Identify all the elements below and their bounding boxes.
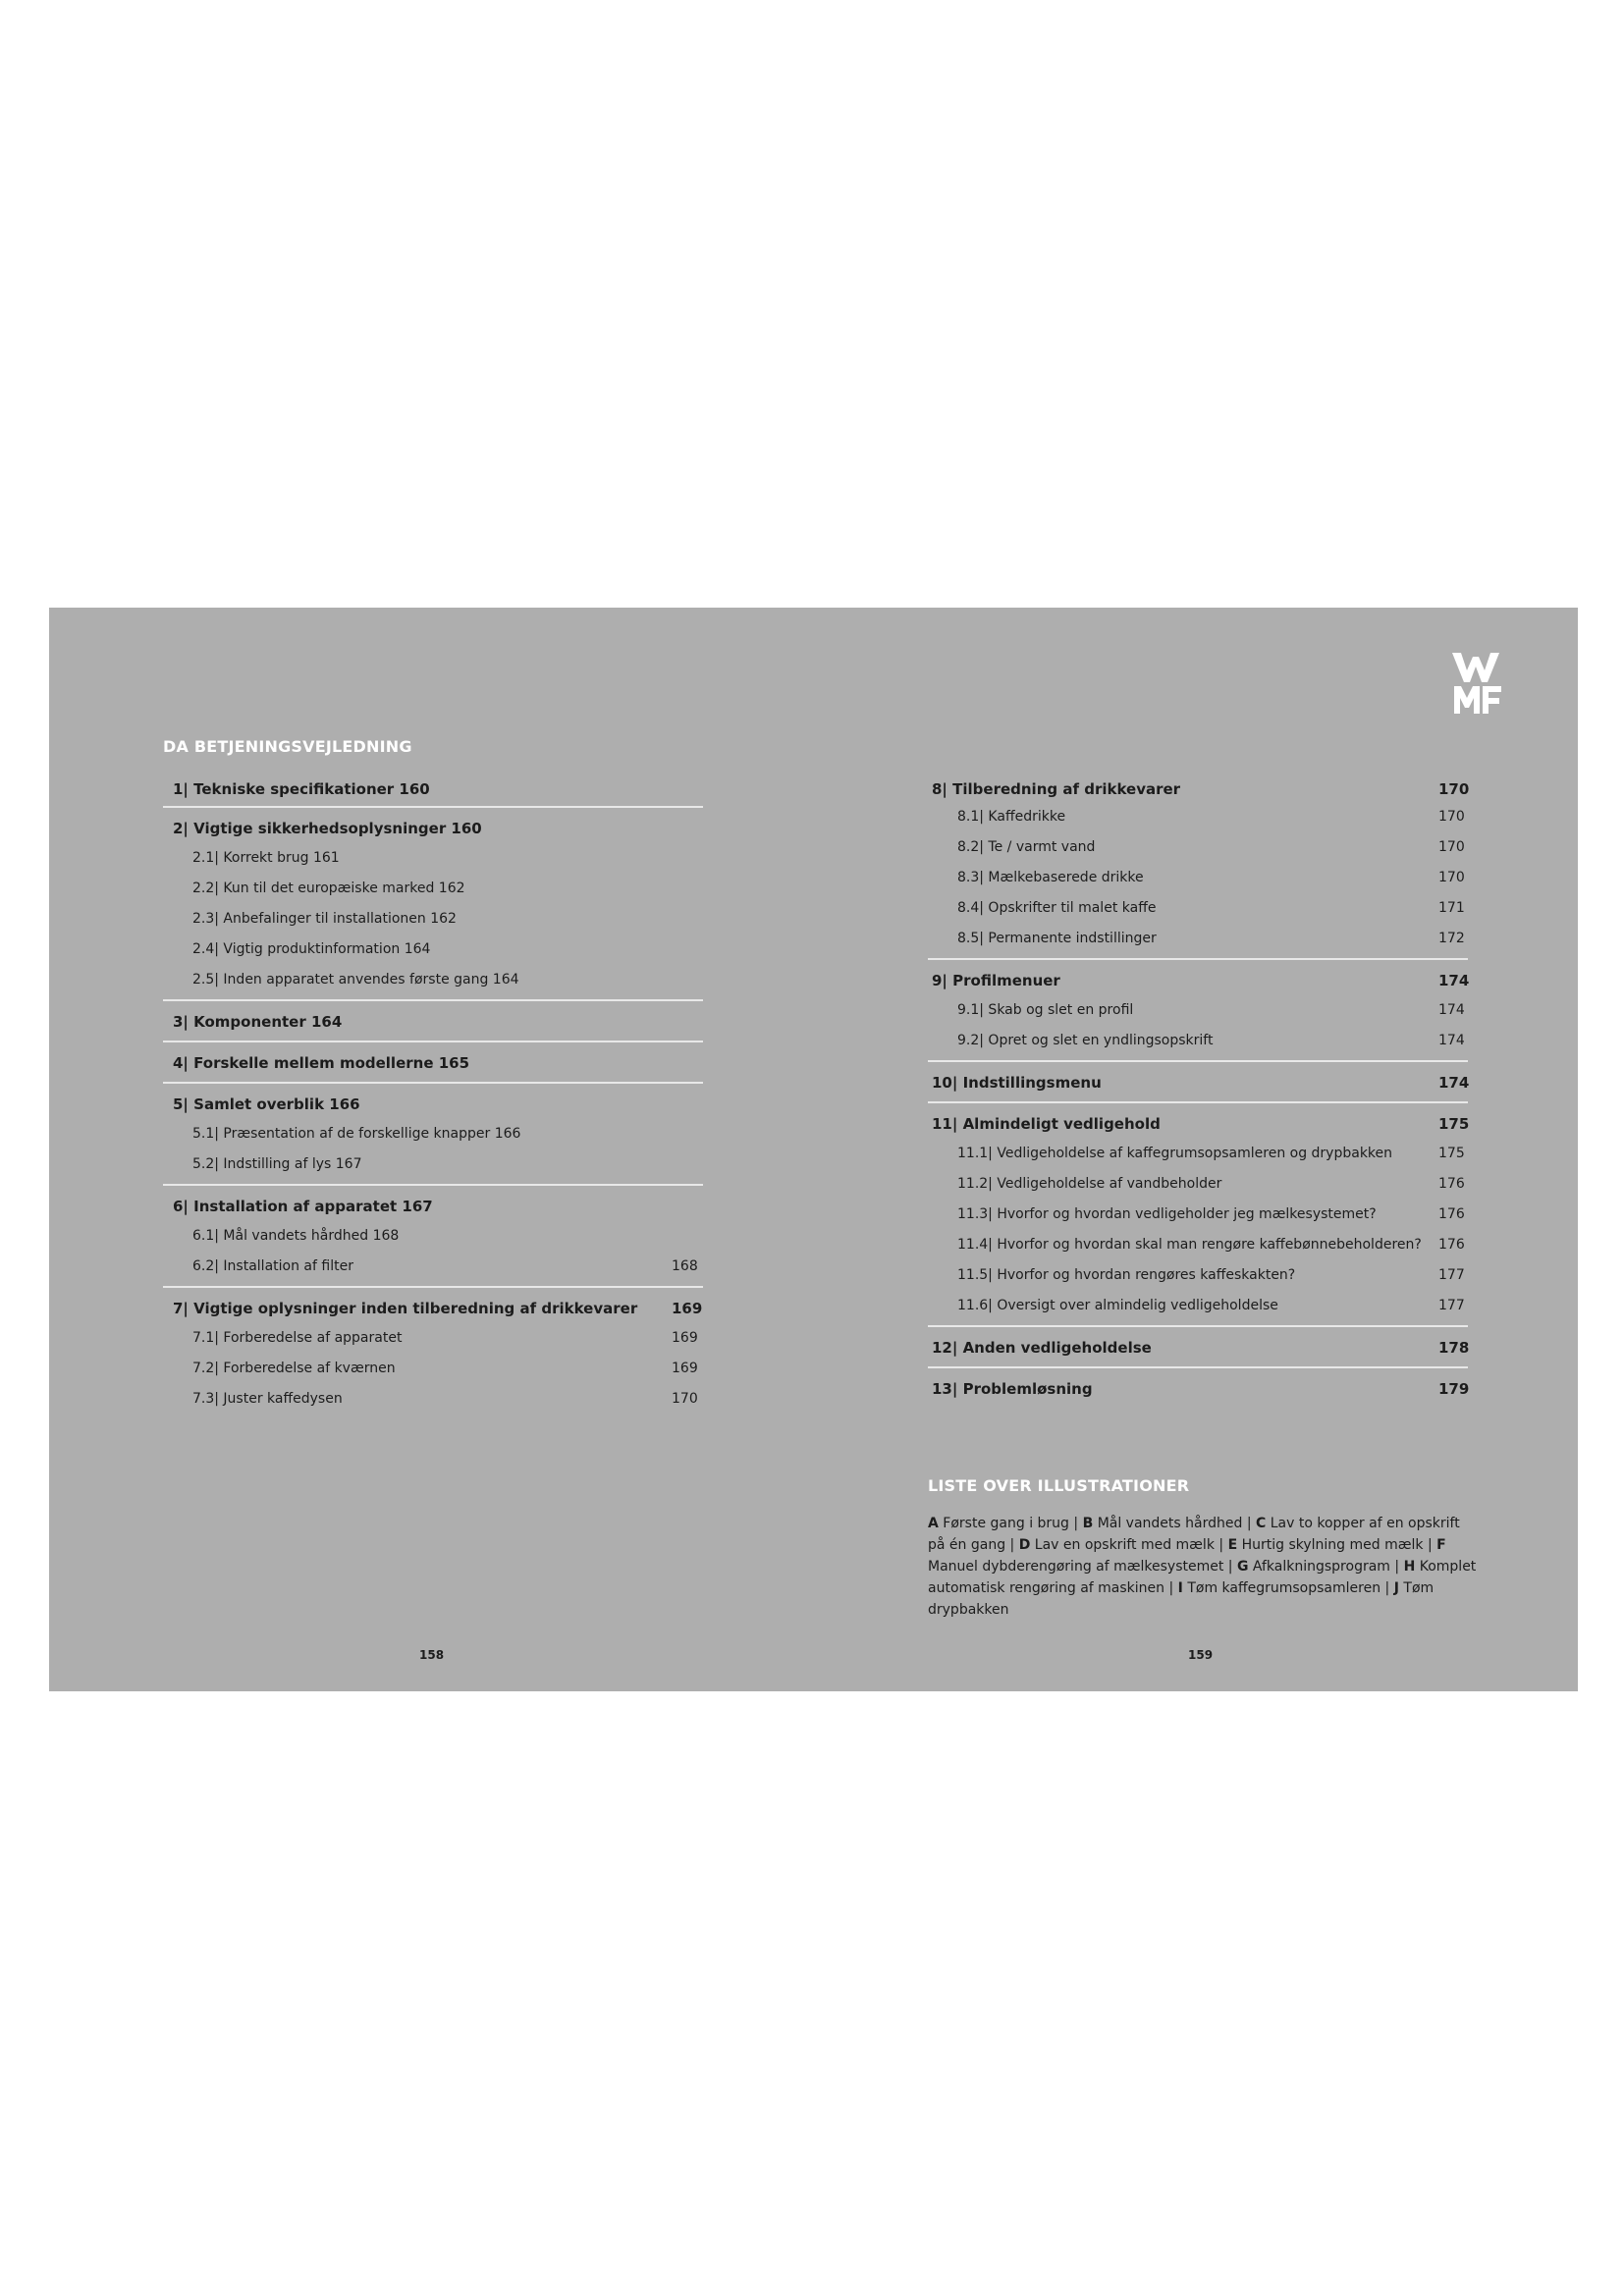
toc-section[interactable] [163,847,703,878]
toc-entry-label: 5.1| Præsentation af de forskellige knapper 166 [192,1126,521,1142]
toc-left-column [163,778,703,1418]
toc-section[interactable] [163,1358,703,1388]
toc-right-column [928,778,1468,1408]
toc-chapter[interactable] [928,1062,1468,1101]
toc-entry-page: 176 [1438,1206,1465,1222]
illustration-key: B [1082,1516,1094,1531]
illustration-label: Mål vandets hårdhed [1097,1516,1243,1531]
toc-entry-page: 170 [672,1391,698,1407]
toc-entry-label: 11.1| Vedligeholdelse af kaffegrumsopsamleren og drypbakken [957,1146,1393,1161]
toc-section[interactable] [928,897,1468,928]
toc-chapter[interactable] [163,1042,703,1082]
illustration-key: C [1256,1516,1267,1531]
illustration-label: Tøm kaffegrumsopsamleren [1187,1580,1381,1596]
toc-section[interactable] [163,969,703,999]
toc-section[interactable] [928,1203,1468,1234]
toc-section[interactable] [163,878,703,908]
illustrations-list: A Første gang i brug | B Mål vandets hårdhed | C Lav to kopper af en opskrift på én gang | D Lav en opskrift med mælk | E Hurtig skylning med mælk | F Manuel dybderengøring af mælkesystemet | G Afkalkningsprogram | H Komplet automatisk rengøring af maskinen | I Tøm kaffegrumsopsamleren | J Tøm drypbakken [928,1516,1477,1618]
toc-entry-label: 13| Problemløsning [932,1380,1093,1398]
toc-section[interactable] [928,928,1468,958]
toc-entry-page: 178 [1438,1339,1470,1357]
toc-entry-page: 169 [672,1361,698,1376]
illustration-label: Tøm drypbakken [928,1580,1435,1618]
toc-entry-label: 8.3| Mælkebaserede drikke [957,870,1144,885]
toc-section[interactable] [928,1143,1468,1173]
illustration-label: Lav en opskrift med mælk [1034,1537,1215,1553]
toc-entry-label: 2.4| Vigtig produktinformation 164 [192,941,431,957]
toc-entry-page: 174 [1438,1033,1465,1048]
toc-entry-label: 5| Samlet overblik 166 [173,1095,360,1113]
illustration-key: A [928,1516,939,1531]
toc-entry-page: 168 [672,1258,698,1274]
toc-entry-label: 7| Vigtige oplysninger inden tilberedning af drikkevarer [173,1300,638,1317]
toc-entry-label: 3| Komponenter 164 [173,1013,343,1031]
toc-chapter[interactable] [163,778,703,806]
toc-entry-label: 7.3| Juster kaffedysen [192,1391,343,1407]
toc-entry-label: 11.3| Hvorfor og hvordan vedligeholder jeg mælkesystemet? [957,1206,1377,1222]
toc-entry-page: 174 [1438,1002,1465,1018]
toc-entry-label: 10| Indstillingsmenu [932,1074,1102,1092]
toc-entry-label: 6| Installation af apparatet 167 [173,1198,433,1215]
illustrations-title: LISTE OVER ILLUSTRATIONER [928,1476,1190,1495]
toc-section[interactable] [163,1388,703,1418]
toc-entry-page: 176 [1438,1237,1465,1253]
toc-section[interactable] [163,1225,703,1255]
toc-entry-label: 12| Anden vedligeholdelse [932,1339,1152,1357]
toc-entry-label: 11| Almindeligt vedligehold [932,1115,1161,1133]
illustration-key: F [1436,1537,1446,1553]
toc-entry-label: 4| Forskelle mellem modellerne 165 [173,1054,470,1072]
toc-entry-label: 9| Profilmenuer [932,972,1060,989]
toc-section[interactable] [928,1234,1468,1264]
wmf-logo [1452,653,1503,714]
toc-section[interactable] [163,938,703,969]
toc-entry-label: 6.2| Installation af filter [192,1258,353,1274]
illustration-key: E [1227,1537,1238,1553]
illustration-key: I [1177,1580,1183,1596]
toc-entry-page: 174 [1438,1074,1470,1092]
toc-chapter[interactable] [928,1327,1468,1366]
toc-entry-label: 9.2| Opret og slet en yndlingsopskrift [957,1033,1214,1048]
illustration-key: G [1236,1559,1249,1575]
toc-section[interactable] [163,1123,703,1153]
toc-entry-label: 2.2| Kun til det europæiske marked 162 [192,881,465,896]
toc-entry-label: 2.1| Korrekt brug 161 [192,850,340,866]
toc-entry-label: 8.5| Permanente indstillinger [957,931,1157,946]
toc-chapter[interactable] [163,1288,703,1327]
toc-entry-label: 11.5| Hvorfor og hvordan rengøres kaffeskakten? [957,1267,1296,1283]
toc-section[interactable] [928,1295,1468,1325]
toc-entry-page: 174 [1438,972,1470,989]
toc-chapter[interactable] [163,1084,703,1123]
toc-entry-page: 169 [672,1330,698,1346]
toc-chapter[interactable] [928,778,1468,806]
toc-entry-page: 169 [672,1300,703,1317]
toc-entry-page: 170 [1438,839,1465,855]
illustration-label: Hurtig skylning med mælk [1241,1537,1424,1553]
toc-section[interactable] [928,1264,1468,1295]
illustration-label: Første gang i brug [943,1516,1069,1531]
illustration-label: Manuel dybderengøring af mælkesystemet [928,1559,1224,1575]
illustration-label: Komplet automatisk rengøring af maskinen [928,1559,1477,1596]
toc-entry-page: 175 [1438,1146,1465,1161]
toc-entry-page: 177 [1438,1267,1465,1283]
toc-chapter[interactable] [163,1186,703,1225]
toc-section[interactable] [928,867,1468,897]
toc-entry-page: 170 [1438,809,1465,825]
toc-spread [49,608,1578,1691]
toc-entry-label: 9.1| Skab og slet en profil [957,1002,1134,1018]
toc-entry-page: 172 [1438,931,1465,946]
toc-entry-page: 170 [1438,870,1465,885]
page-number-left: 158 [419,1648,445,1662]
manual-title: DA BETJENINGSVEJLEDNING [163,737,412,756]
toc-entry-label: 7.2| Forberedelse af kværnen [192,1361,396,1376]
toc-section[interactable] [928,1173,1468,1203]
toc-section[interactable] [163,1153,703,1184]
toc-section[interactable] [163,1327,703,1358]
toc-entry-page: 171 [1438,900,1465,916]
toc-entry-label: 11.6| Oversigt over almindelig vedligeholdelse [957,1298,1278,1313]
toc-section[interactable] [928,999,1468,1030]
toc-entry-page: 179 [1438,1380,1470,1398]
toc-chapter[interactable] [928,1103,1468,1143]
toc-entry-label: 8.1| Kaffedrikke [957,809,1066,825]
toc-section[interactable] [163,1255,703,1286]
toc-entry-label: 2.5| Inden apparatet anvendes første gang 164 [192,972,519,988]
toc-entry-label: 8.2| Te / varmt vand [957,839,1096,855]
page-number-right: 159 [1188,1648,1214,1662]
illustration-key: J [1393,1580,1399,1596]
toc-chapter[interactable] [163,1001,703,1041]
toc-entry-page: 177 [1438,1298,1465,1313]
toc-entry-label: 8.4| Opskrifter til malet kaffe [957,900,1157,916]
toc-entry-label: 7.1| Forberedelse af apparatet [192,1330,403,1346]
toc-section[interactable] [163,908,703,938]
illustration-label: Afkalkningsprogram [1252,1559,1390,1575]
toc-section[interactable] [928,1030,1468,1060]
toc-entry-label: 6.1| Mål vandets hårdhed 168 [192,1228,400,1244]
toc-section[interactable] [928,806,1468,836]
toc-entry-label: 11.4| Hvorfor og hvordan skal man rengøre kaffebønnebeholderen? [957,1237,1422,1253]
illustration-label: Lav to kopper af en opskrift på én gang [928,1516,1460,1553]
toc-entry-label: 2| Vigtige sikkerhedsoplysninger 160 [173,820,482,837]
toc-entry-label: 1| Tekniske specifikationer 160 [173,780,430,798]
toc-chapter[interactable] [928,960,1468,999]
toc-entry-page: 170 [1438,780,1470,798]
toc-entry-page: 176 [1438,1176,1465,1192]
toc-chapter[interactable] [928,1368,1468,1408]
toc-entry-label: 11.2| Vedligeholdelse af vandbeholder [957,1176,1222,1192]
toc-entry-label: 8| Tilberedning af drikkevarer [932,780,1181,798]
toc-entry-label: 5.2| Indstilling af lys 167 [192,1156,362,1172]
toc-chapter[interactable] [163,808,703,847]
toc-section[interactable] [928,836,1468,867]
toc-entry-page: 175 [1438,1115,1470,1133]
illustration-key: H [1403,1559,1416,1575]
illustration-key: D [1018,1537,1031,1553]
toc-entry-label: 2.3| Anbefalinger til installationen 162 [192,911,457,927]
